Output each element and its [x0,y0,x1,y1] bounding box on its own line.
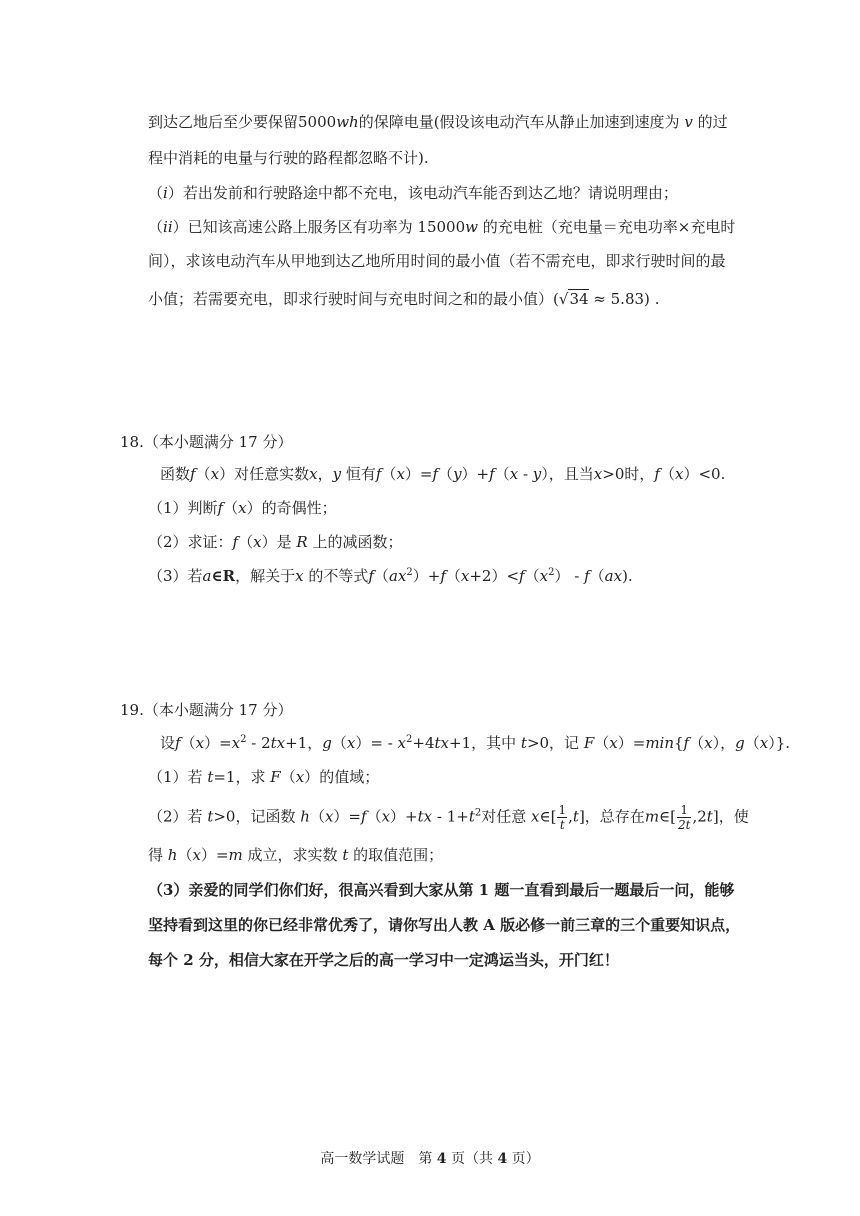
p18-q1: （1）判断f（x）的奇偶性； [148,499,337,517]
footer-text: 高一数学试题 第 [320,1151,437,1167]
variable: v [684,113,693,131]
number: 15000 [417,218,466,236]
p19-q3-line-3: 每个 2 分，相信大家在开学之后的高一学习中一定鸿运当头，开门红！ [148,951,619,969]
text: 的过 [697,113,728,131]
footer-text: 页（共 [446,1151,498,1167]
p17-ii-line-2 [148,251,726,271]
paren: ( [553,290,559,308]
paren: ) [644,290,650,308]
p19-q1: （1）若 t=1，求 F（x）的值域； [148,768,380,786]
footer-text: 页） [507,1151,540,1167]
p17-sub-ii [148,217,735,237]
header-text: 19.（本小题满分 17 分） [120,701,293,719]
p19-q3-line-1: （3）亲爱的同学们你们好，很高兴看到大家从第 1 题一直看到最后一题最后一问，能够 [148,881,735,899]
p17-sub-i [148,183,678,203]
page-total: 4 [497,1151,508,1167]
fraction-1-over-2t: $\frac{1}{2t}$ [678,803,691,832]
text: 间），求该电动汽车从甲地到达乙地所用时间的最小值（若不需充电，即求行驶时间的最 [148,252,726,270]
text: 到达乙地后至少要保留 [148,113,299,131]
p18-header [120,432,292,452]
p17-line-1 [148,112,728,132]
p19-q2-line-2: 得 h（x）=m 成立，求实数 t 的取值范围； [148,846,444,864]
p19-q2: （2）若 t>0，记函数 $h(x)=f(x)+tx - 1+t^2$对任意 x∈[ $\frac{1}{t}$ ,t]，总存在m∈[ $\frac{1}{2t}$ ,2t]，使 [148,803,749,832]
approx: ≈ 5.83 [588,290,645,308]
p19-stem: 设$f(x)=x^2 - 2tx+1$，$g(x)= - x^2+4tx+1$，其中 t>0，记 F（x）=min{f（x），g（x）}. [160,734,791,752]
p17-ii-line-3 [148,289,659,309]
p19-q3-line-2: 坚持看到这里的你已经非常优秀了，请你写出人教 A 版必修一前三章的三个重要知识点， [148,916,741,934]
p18-q2: （2）求证：f（x）是 R 上的减函数； [148,533,403,551]
label: i [163,184,168,202]
unit: wh [336,113,359,131]
sqrt-value: 34 [569,290,589,308]
text: （ [148,184,164,202]
number: 5000 [298,113,337,131]
label: ii [163,218,173,236]
page-number: 4 [436,1151,447,1167]
text: . [654,290,660,308]
text: 小值；若需要充电，即求行驶时间与充电时间之和的最小值） [148,290,554,308]
text: 的充电桩（充电量＝充电功率×充电时 [482,218,736,236]
text: 的保障电量(假设该电动汽车从静止加速到速度为 [358,113,680,131]
text: ）若出发前和行驶路途中都不充电，该电动汽车能否到达乙地？请说明理由； [167,184,678,202]
page-footer [0,1148,860,1168]
p19-header [120,700,292,720]
header-text: 18.（本小题满分 17 分） [120,433,293,451]
text: 程中消耗的电量与行驶的路程都忽略不计). [148,149,429,167]
text: （ [148,218,164,236]
sqrt-symbol: √ [558,290,569,308]
p18-q3: （3）若a∈R，解关于x 的不等式$f(ax^2)+f(x+2)<f(x^2) - f(ax)$. [148,567,633,585]
fraction-1-over-t: $\frac{1}{t}$ [558,803,567,832]
unit: w [465,218,478,236]
p17-line-2 [148,148,429,168]
text: ）已知该高速公路上服务区有功率为 [172,218,413,236]
p18-stem: 函数f（x）对任意实数x，y 恒有f（x）=f（y）+f（x - y），且当x>0时，f（x）<0. [160,465,726,483]
